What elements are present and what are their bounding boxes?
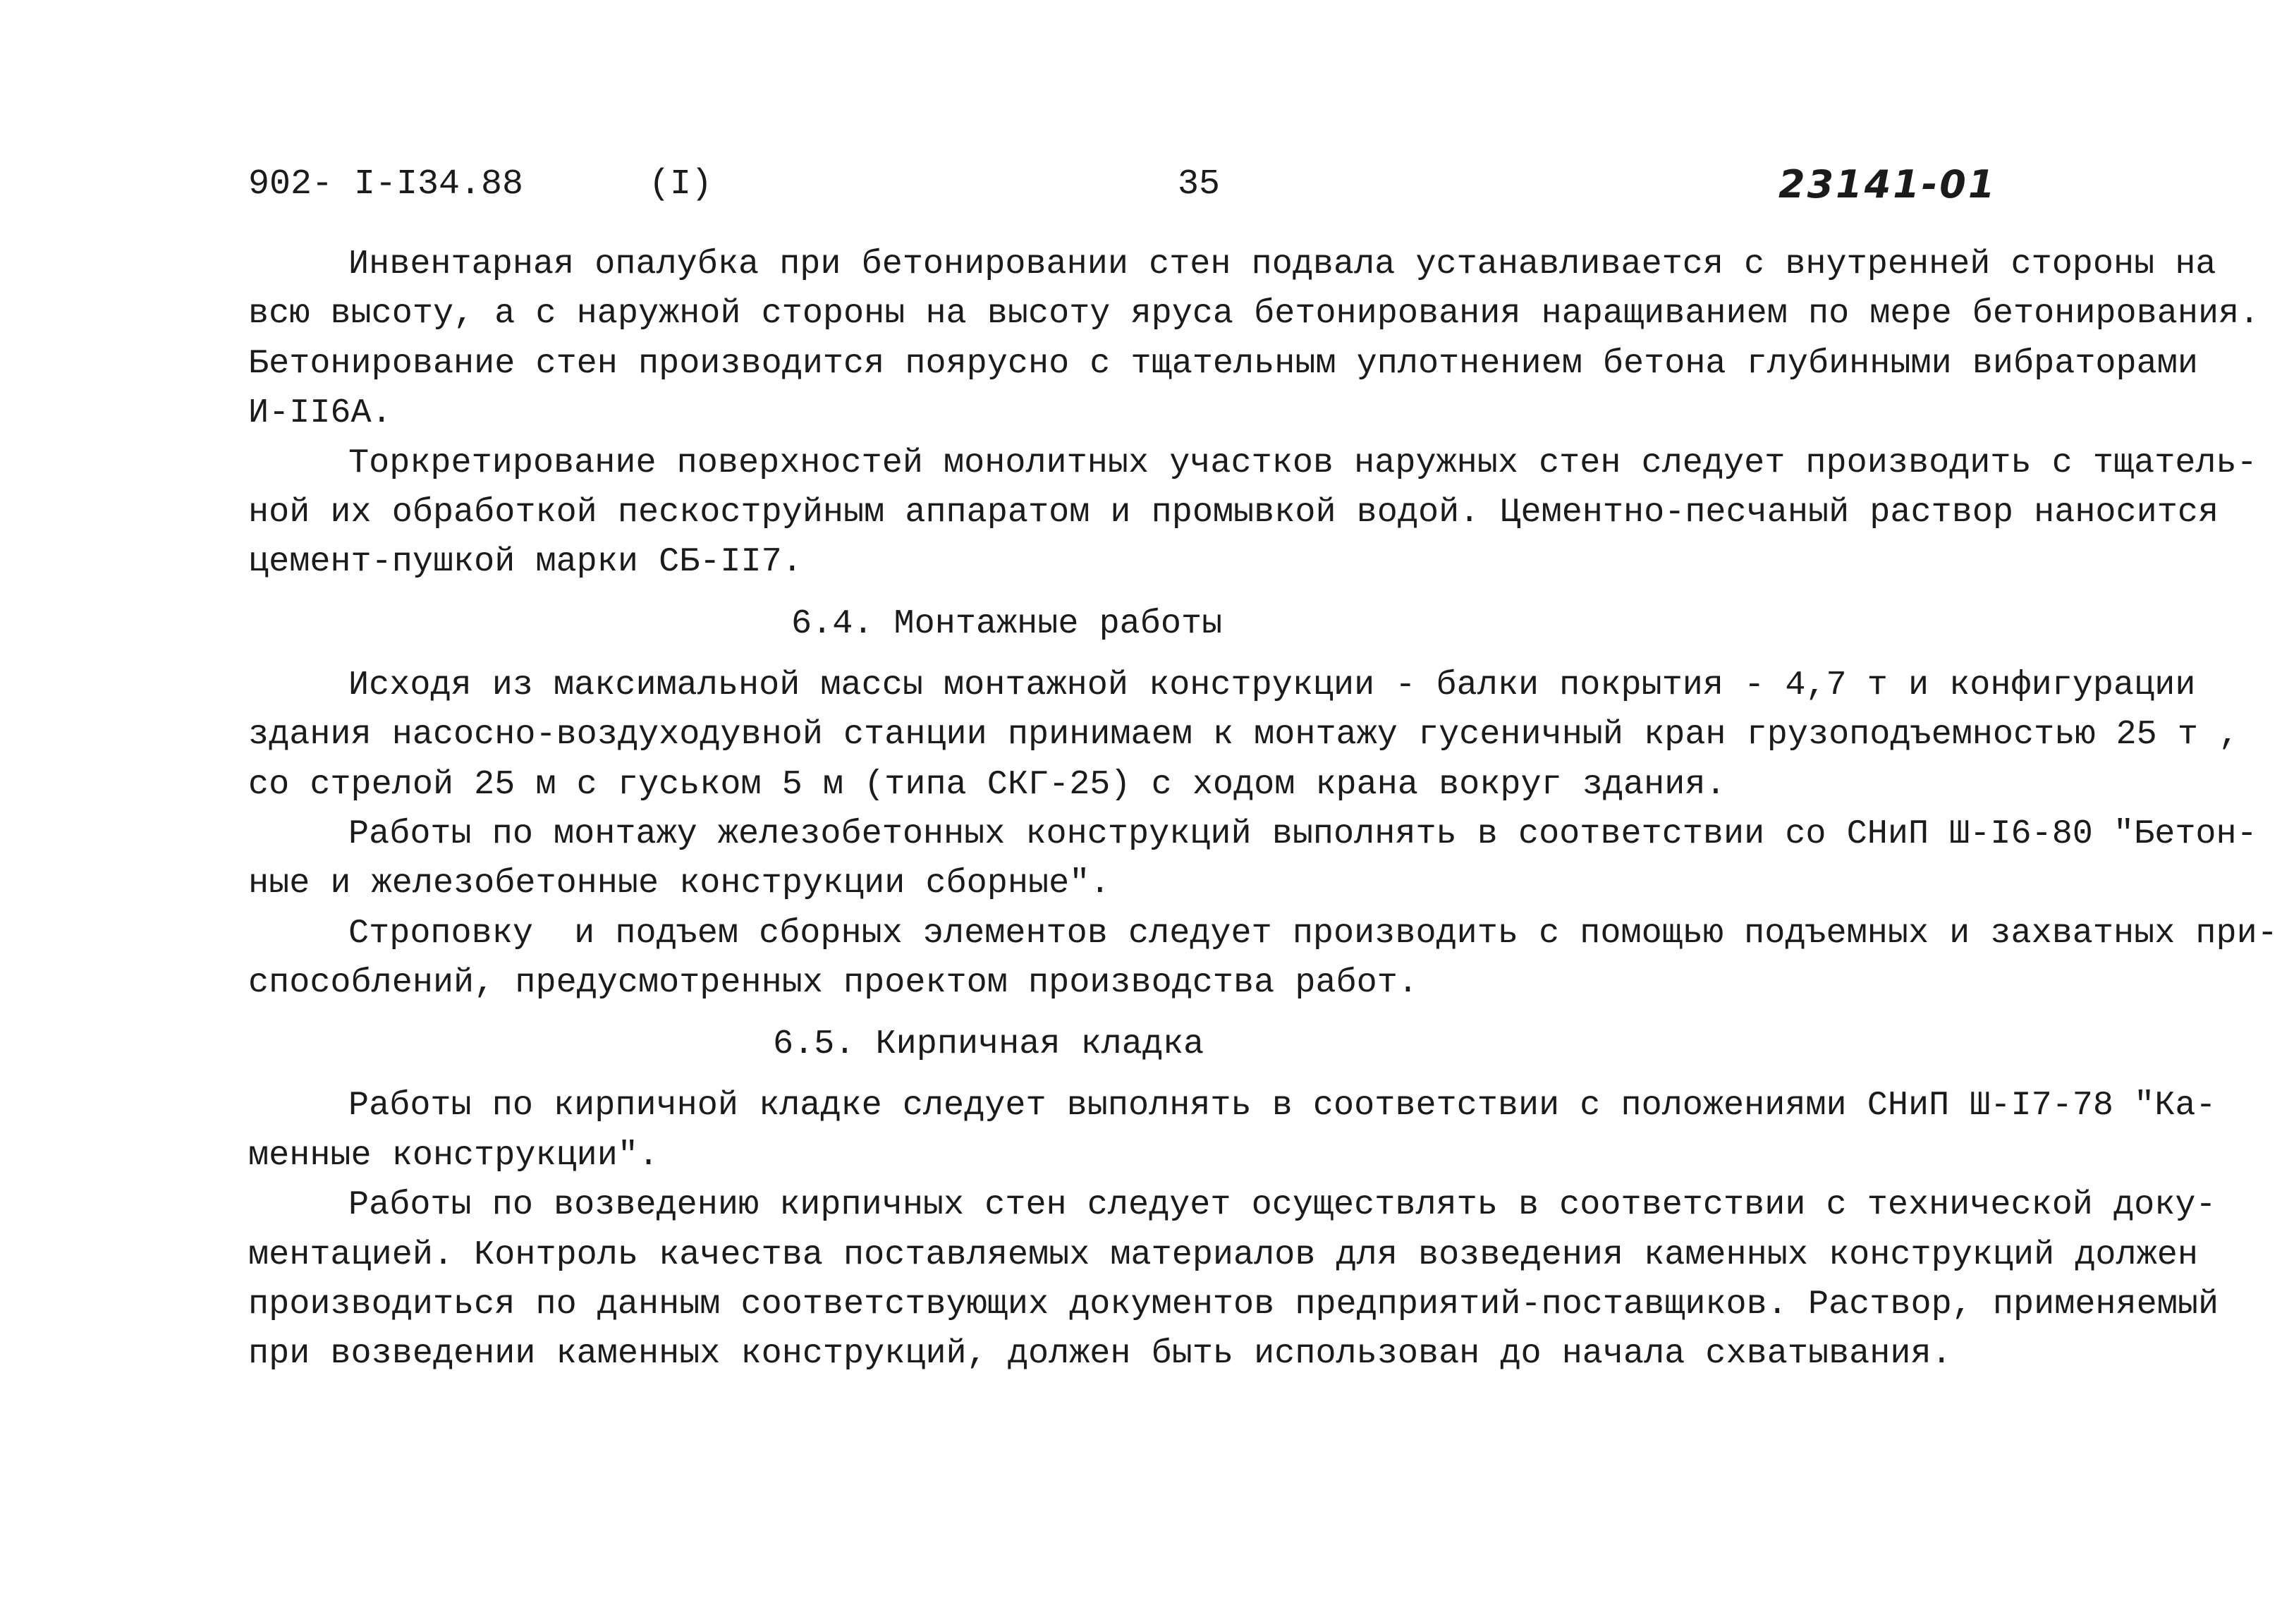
paragraph-formwork xyxy=(248,240,2260,439)
text-line: способлений, предусмотренных проектом производства работ. xyxy=(248,963,1418,1003)
text-line: ные и железобетонные конструкции сборные". xyxy=(248,864,1111,903)
text-line: Строповку и подъем сборных элементов следует производить с помощью подъемных и захватных при- xyxy=(348,913,2278,953)
paragraph-shotcrete xyxy=(248,439,2257,587)
text-line: всю высоту, а с наружной стороны на высоту яруса бетонирования наращиванием по мере бетонирования. xyxy=(248,294,2260,334)
text-line: Бетонирование стен производится поярусно с тщательным уплотнением бетона глубинными вибраторами xyxy=(248,343,2198,383)
text-line: производиться по данным соответствующих документов предприятий-поставщиков. Раствор, применяемый xyxy=(248,1285,2219,1324)
page-number: 35 xyxy=(1178,164,1221,204)
text-line: И-II6А. xyxy=(248,393,392,433)
text-line: менные конструкции". xyxy=(248,1135,659,1175)
text-line: при возведении каменных конструкций, должен быть использован до начала схватывания. xyxy=(248,1334,1952,1374)
paragraph-slinging xyxy=(248,909,2278,1008)
text-line: Работы по кирпичной кладке следует выполнять в соответствии с положениями СНиП Ш-I7-78 "Ка- xyxy=(348,1086,2216,1125)
text-line: цемент-пушкой марки СБ-II7. xyxy=(248,542,803,582)
text-line: Исходя из максимальной массы монтажной конструкции - балки покрытия - 4,7 т и конфигурации xyxy=(348,665,2196,704)
text-line: Работы по возведению кирпичных стен следует осуществлять в соответствии с технической доку- xyxy=(348,1185,2216,1225)
text-line: Инвентарная опалубка при бетонировании стен подвала устанавливается с внутренней стороны на xyxy=(348,245,2216,283)
page-header xyxy=(248,157,2223,213)
section-heading-brickwork: 6.5. Кирпичная кладка xyxy=(773,1025,1204,1064)
document-body xyxy=(248,240,2278,1379)
paragraph-crane xyxy=(248,661,2240,810)
paragraph-brickwork-norms xyxy=(248,1081,2237,1180)
section-heading-installation: 6.4. Монтажные работы xyxy=(791,604,1223,643)
handwritten-stamp-number: 23141-01 xyxy=(1778,162,1997,207)
text-line: ной их обработкой пескоструйным аппаратом и промывкой водой. Цементно-песчаный раствор наносится xyxy=(248,492,2219,532)
paragraph-brick-walls xyxy=(248,1180,2237,1379)
paragraph-concrete-structures xyxy=(248,810,2257,909)
text-line: здания насосно-воздуходувной станции принимаем к монтажу гусеничный кран грузоподъемностью 25 т , xyxy=(248,715,2240,755)
text-line: ментацией. Контроль качества поставляемых материалов для возведения каменных конструкций должен xyxy=(248,1235,2198,1274)
document-code: 902- I-I34.88 xyxy=(248,164,524,204)
text-line: Торкретирование поверхностей монолитных участков наружных стен следует производить с тщатель- xyxy=(348,443,2257,482)
text-line: со стрелой 25 м с гуськом 5 м (типа СКГ-25) с ходом крана вокруг здания. xyxy=(248,764,1726,804)
text-line: Работы по монтажу железобетонных конструкций выполнять в соответствии со СНиП Ш-I6-80 "Бетон- xyxy=(348,814,2257,853)
document-part: (I) xyxy=(649,164,713,204)
